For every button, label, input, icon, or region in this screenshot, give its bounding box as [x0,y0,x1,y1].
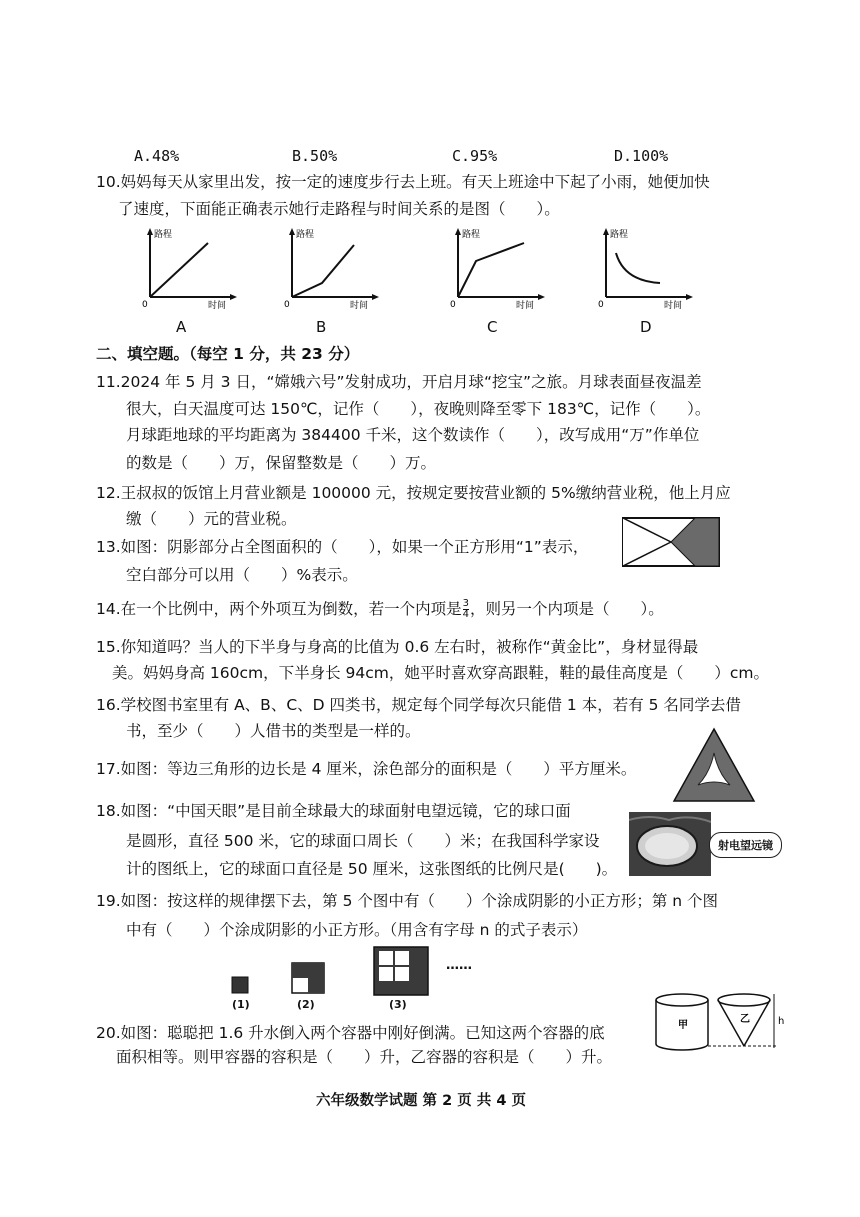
q19-label-1: (1) [232,998,250,1011]
q11-line-1: 11.2024 年 5 月 3 日，“嫦娥六号”发射成功，开启月球“挖宝”之旅。月球表面昼夜温差 [96,373,702,391]
graph-d-x-label: 时间 [664,301,683,311]
graph-c-x-label: 时间 [516,301,535,311]
q19-line-1: 19.如图：按这样的规律摆下去，第 5 个图中有（ ）个涂成阴影的小正方形；第 n 个图 [96,892,719,910]
graph-d-origin: 0 [598,300,604,310]
q16-line-1: 16.学校图书室里有 A、B、C、D 四类书，规定每个同学每次只能借 1 本，若有 5 名同学去借 [96,696,741,714]
page-footer: 六年级数学试题 第 2 页 共 4 页 [316,1093,526,1109]
graph-a-x-label: 时间 [208,301,227,311]
q16-line-2: 书，至少（ ）人借书的类型是一样的。 [126,722,421,740]
q18-line-2: 是圆形，直径 500 米，它的球面口周长（ ）米；在我国科学家设 [126,832,600,850]
q10-graph-b [280,225,380,311]
graph-a-y-label: 路程 [154,230,173,240]
q12-line-1: 12.王叔叔的饭馆上月营业额是 100000 元，按规定要按营业额的 5%缴纳营业税，他上月应 [96,484,731,502]
q18-line-3: 计的图纸上，它的球面口直径是 50 厘米，这张图纸的比例尺是( )。 [126,860,618,878]
q13-line-2: 空白部分可以用（ ）%表示。 [126,566,358,584]
graph-c-y-label: 路程 [462,230,481,240]
q19-label-2: (2) [297,998,315,1011]
q14-line [96,598,664,620]
q9-option-a: A.48% [134,147,180,165]
graph-d-y-label: 路程 [610,230,629,240]
q10-graph-a [138,225,238,311]
q14-fraction-numerator: 3 [462,598,470,609]
graph-label-a: A [176,318,187,336]
graph-b-x-label: 时间 [350,301,369,311]
q18-line-1: 18.如图：“中国天眼”是目前全球最大的球面射电望远镜，它的球口面 [96,802,571,820]
q9-option-b: B.50% [292,147,338,165]
q9-option-c: C.95% [452,147,498,165]
q20-label-jia: 甲 [678,1020,688,1031]
q12-line-2: 缴（ ）元的营业税。 [126,510,297,528]
q19-ellipsis: …… [446,958,472,973]
q19-pattern-figures [228,945,478,1001]
graph-b-y-label: 路程 [296,230,315,240]
q13-shaded-rectangle-figure [622,517,720,567]
q14-text-after: ，则另一个内项是（ ）。 [470,600,664,618]
q20-label-yi: 乙 [740,1014,750,1025]
q10-graph-d [594,225,694,311]
q19-line-2: 中有（ ）个涂成阴影的小正方形。（用含有字母 n 的式子表示） [126,921,588,939]
q15-line-2: 美。妈妈身高 160cm，下半身长 94cm，她平时喜欢穿高跟鞋，鞋的最佳高度是（ ）cm。 [112,664,770,682]
q13-line-1: 13.如图：阴影部分占全图面积的（ ），如果一个正方形用“1”表示， [96,538,589,556]
q14-text-before: 14.在一个比例中，两个外项互为倒数，若一个内项是 [96,600,462,618]
q20-label-h: h [778,1016,785,1027]
q9-option-d: D.100% [614,147,669,165]
q10-line-1: 10.妈妈每天从家里出发，按一定的速度步行去上班。有天上班途中下起了小雨，她便加快 [96,173,710,191]
q11-line-4: 的数是（ ）万，保留整数是（ ）万。 [126,454,437,472]
fast-telescope-photo [629,812,711,876]
q17-triangle-figure [672,727,756,803]
graph-label-d: D [640,318,652,336]
q14-fraction-denominator: 4 [462,609,470,620]
telescope-callout: 射电望远镜 [709,832,782,858]
q11-line-2: 很大，白天温度可达 150℃，记作（ ），夜晚则降至零下 183℃，记作（ ）。 [126,400,711,418]
graph-label-c: C [487,318,498,336]
graph-label-b: B [316,318,327,336]
graph-b-origin: 0 [284,300,290,310]
q19-label-3: (3) [389,998,407,1011]
q10-graph-c [446,225,546,311]
q15-line-1: 15.你知道吗？当人的下半身与身高的比值为 0.6 左右时，被称作“黄金比”，身材显得最 [96,638,699,656]
section-2-heading: 二、填空题。（每空 1 分，共 23 分） [96,345,360,363]
q11-line-3: 月球距地球的平均距离为 384400 千米，这个数读作（ ），改写成用“万”作单位 [126,426,700,444]
q20-containers-figure [646,992,796,1054]
q20-line-1: 20.如图：聪聪把 1.6 升水倒入两个容器中刚好倒满。已知这两个容器的底 [96,1024,605,1042]
graph-a-origin: 0 [142,300,148,310]
graph-c-origin: 0 [450,300,456,310]
q10-line-2: 了速度，下面能正确表示她行走路程与时间关系的是图（ ）。 [118,200,560,218]
q17-line: 17.如图：等边三角形的边长是 4 厘米，涂色部分的面积是（ ）平方厘米。 [96,760,637,778]
q14-fraction [463,599,469,620]
q20-line-2: 面积相等。则甲容器的容积是（ ）升，乙容器的容积是（ ）升。 [116,1048,613,1066]
